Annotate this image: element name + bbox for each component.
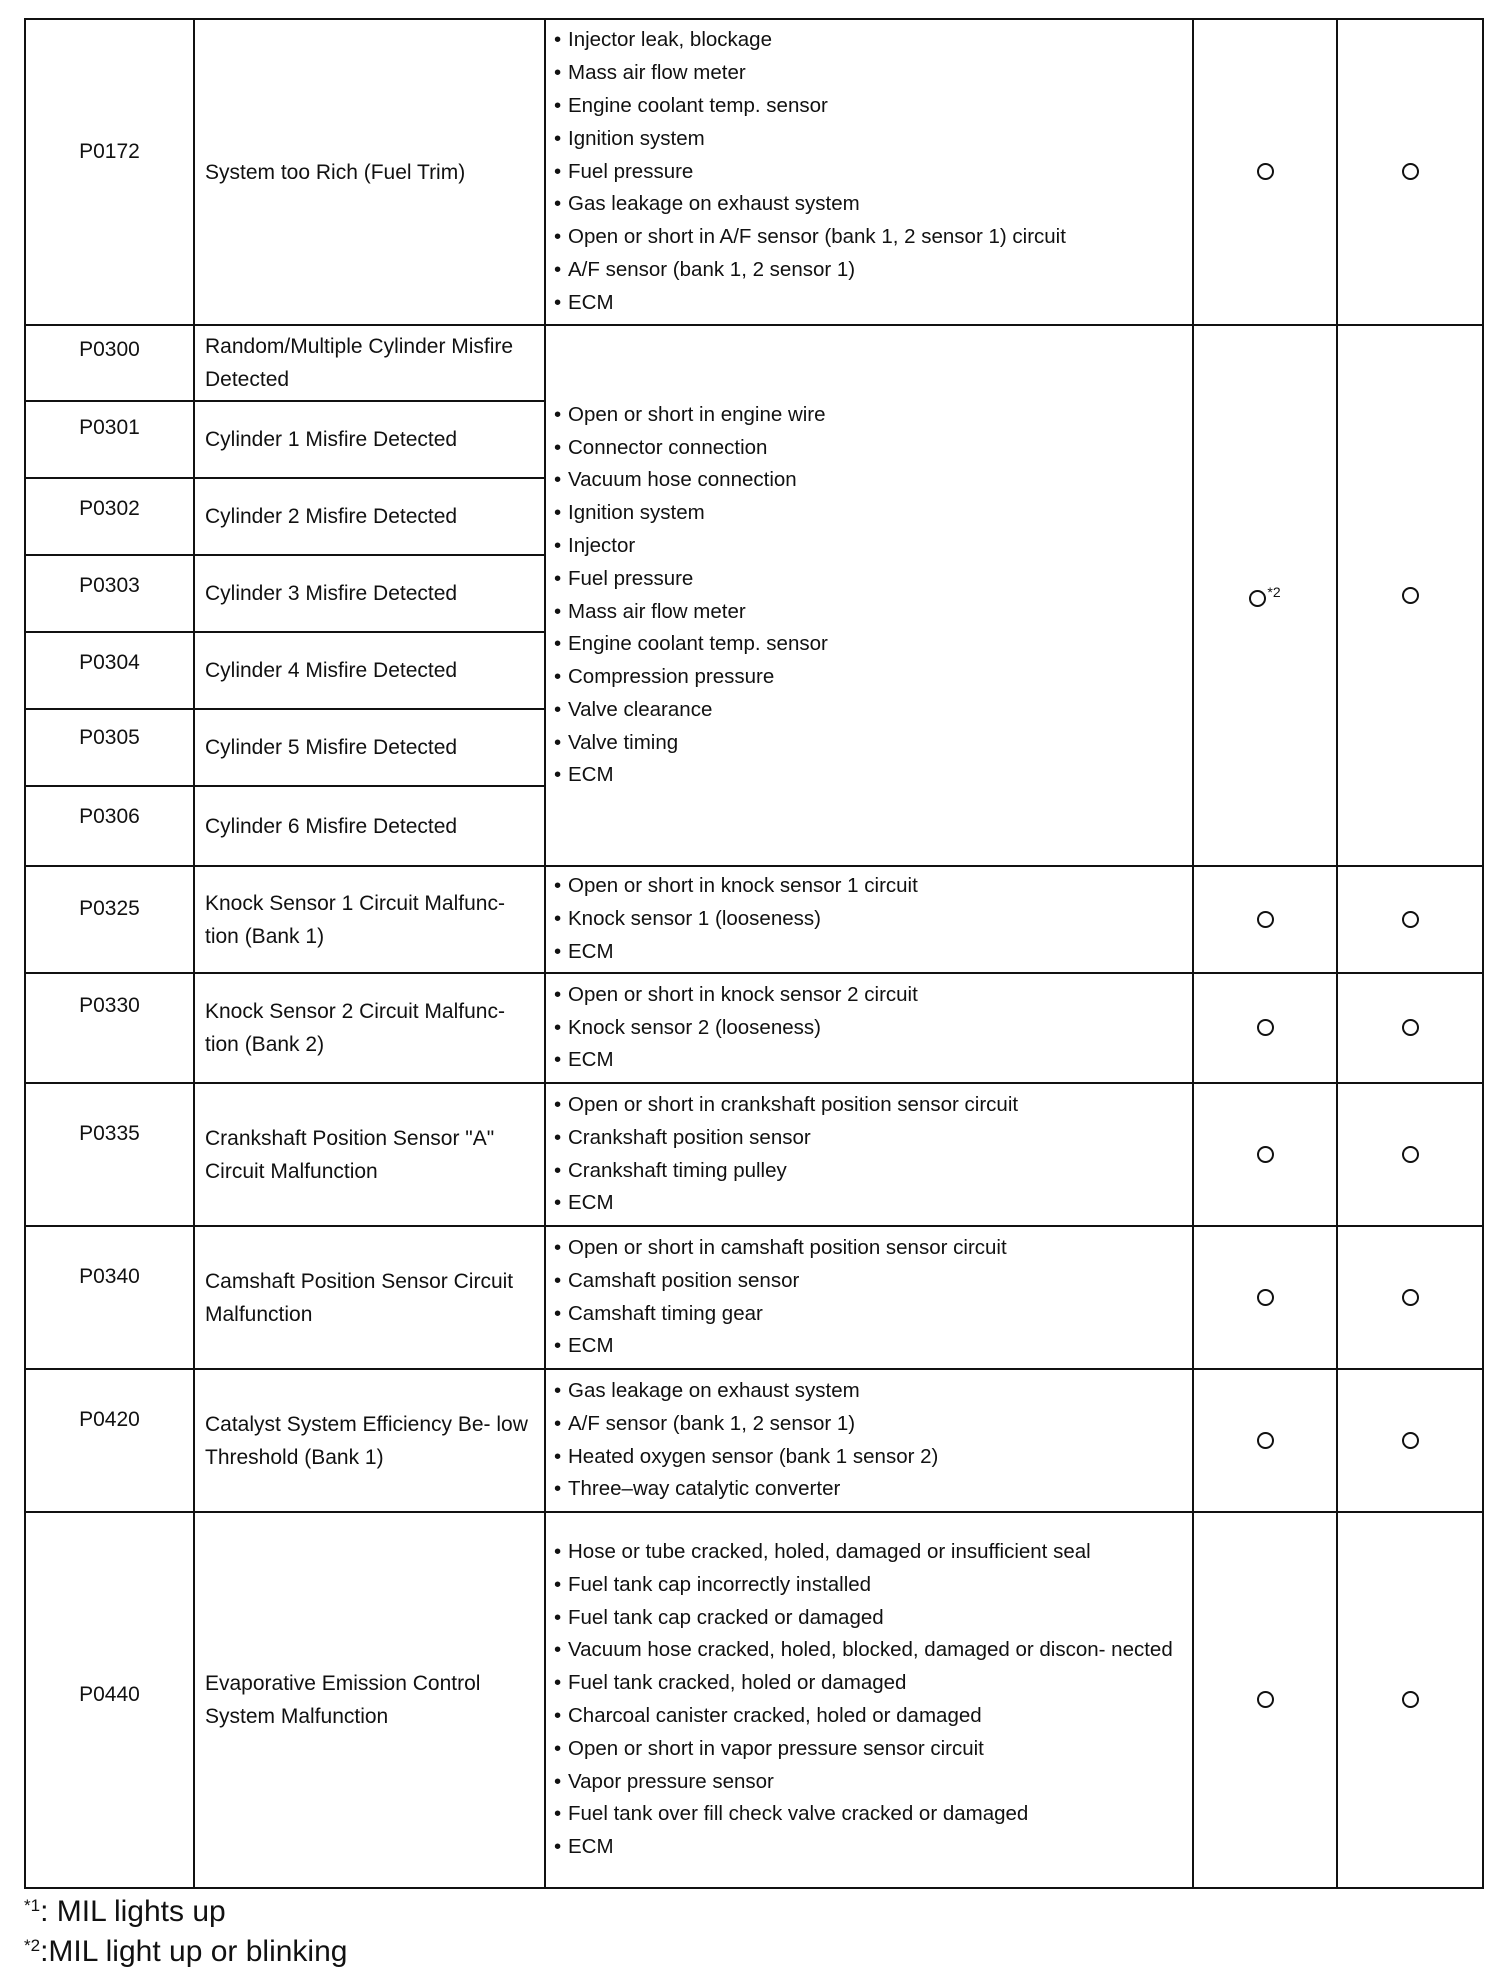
memory-cell	[1337, 1512, 1483, 1888]
dtc-code-cell	[25, 1512, 194, 1888]
dtc-code: P0300	[79, 338, 140, 361]
footnote	[24, 1935, 347, 1969]
trouble-area-item: • Camshaft position sensor	[554, 1265, 1184, 1298]
trouble-area-item: • Hose or tube cracked, holed, damaged or insufficient seal	[554, 1536, 1184, 1569]
trouble-area-list	[554, 1089, 1184, 1220]
table-row	[25, 866, 1483, 973]
dtc-code: P0306	[79, 805, 140, 828]
dtc-code: P0301	[79, 416, 140, 439]
dtc-code-cell	[25, 709, 194, 786]
trouble-area-item: • Fuel tank cap cracked or damaged	[554, 1602, 1184, 1635]
trouble-area-cell	[545, 1226, 1193, 1369]
dtc-code-cell	[25, 866, 194, 973]
dtc-table-body	[25, 19, 1483, 1888]
memory-circle-mark	[1402, 1691, 1419, 1708]
dtc-code-cell	[25, 555, 194, 632]
trouble-area-cell	[545, 1083, 1193, 1226]
detection-item: System too Rich (Fuel Trim)	[194, 19, 545, 325]
footnote	[24, 1895, 226, 1929]
detection-item: Cylinder 2 Misfire Detected	[194, 478, 545, 555]
mil-cell	[1193, 866, 1337, 973]
trouble-area-item: • A/F sensor (bank 1, 2 sensor 1)	[554, 254, 1184, 287]
trouble-area-item: • Heated oxygen sensor (bank 1 sensor 2)	[554, 1441, 1184, 1474]
trouble-area-item: • Fuel pressure	[554, 563, 1184, 596]
dtc-code: P0304	[79, 651, 140, 674]
trouble-area-item: • Ignition system	[554, 497, 1184, 530]
memory-circle-mark	[1402, 1146, 1419, 1163]
trouble-area-item: • Camshaft timing gear	[554, 1298, 1184, 1331]
table-row	[25, 1083, 1483, 1226]
trouble-area-item: • Ignition system	[554, 123, 1184, 156]
trouble-area-item: • Injector leak, blockage	[554, 24, 1184, 57]
mil-cell	[1193, 325, 1337, 866]
trouble-area-item: • ECM	[554, 1831, 1184, 1864]
trouble-area-item: • ECM	[554, 1187, 1184, 1220]
mil-circle-mark	[1257, 1146, 1274, 1163]
dtc-code-cell	[25, 401, 194, 478]
trouble-area-cell	[545, 866, 1193, 973]
trouble-area-cell	[545, 1512, 1193, 1888]
detection-item: Cylinder 5 Misfire Detected	[194, 709, 545, 786]
trouble-area-item: • Open or short in knock sensor 1 circuit	[554, 870, 1184, 903]
trouble-area-item: • Knock sensor 2 (looseness)	[554, 1012, 1184, 1045]
trouble-area-item: • Three–way catalytic converter	[554, 1473, 1184, 1506]
mil-circle-mark	[1257, 1289, 1274, 1306]
memory-cell	[1337, 866, 1483, 973]
dtc-code: P0420	[79, 1408, 140, 1431]
dtc-code: P0340	[79, 1265, 140, 1288]
trouble-area-item: • Compression pressure	[554, 661, 1184, 694]
detection-item: Cylinder 4 Misfire Detected	[194, 632, 545, 709]
trouble-area-item: • Injector	[554, 530, 1184, 563]
detection-item: Cylinder 3 Misfire Detected	[194, 555, 545, 632]
dtc-code-cell	[25, 632, 194, 709]
trouble-area-item: • Open or short in knock sensor 2 circuit	[554, 979, 1184, 1012]
dtc-code: P0335	[79, 1122, 140, 1145]
trouble-area-item: • Gas leakage on exhaust system	[554, 1375, 1184, 1408]
trouble-area-cell	[545, 973, 1193, 1083]
mil-circle-mark	[1257, 911, 1274, 928]
detection-item: Catalyst System Efficiency Be- low Threshold (Bank 1)	[194, 1369, 545, 1512]
trouble-area-item: • Gas leakage on exhaust system	[554, 188, 1184, 221]
trouble-area-item: • Connector connection	[554, 432, 1184, 465]
table-row	[25, 973, 1483, 1083]
trouble-area-item: • ECM	[554, 287, 1184, 320]
trouble-area-item: • A/F sensor (bank 1, 2 sensor 1)	[554, 1408, 1184, 1441]
detection-item: Evaporative Emission Control System Malfunction	[194, 1512, 545, 1888]
trouble-area-list	[554, 979, 1184, 1077]
dtc-code-cell	[25, 1369, 194, 1512]
trouble-area-list	[554, 1536, 1184, 1864]
dtc-code: P0325	[79, 897, 140, 920]
memory-cell	[1337, 1369, 1483, 1512]
mil-circle-mark	[1257, 1691, 1274, 1708]
footnote-mark: *1	[24, 1896, 41, 1915]
trouble-area-list	[554, 1375, 1184, 1506]
detection-item: Crankshaft Position Sensor "A" Circuit Malfunction	[194, 1083, 545, 1226]
trouble-area-item: • Knock sensor 1 (looseness)	[554, 903, 1184, 936]
table-row	[25, 1369, 1483, 1512]
trouble-area-item: • ECM	[554, 1044, 1184, 1077]
trouble-area-item: • Valve clearance	[554, 694, 1184, 727]
mil-cell	[1193, 19, 1337, 325]
trouble-area-item: • ECM	[554, 1330, 1184, 1363]
trouble-area-cell	[545, 19, 1193, 325]
memory-circle-mark	[1402, 163, 1419, 180]
mil-circle-mark	[1249, 590, 1266, 607]
dtc-code-cell	[25, 973, 194, 1083]
dtc-table	[24, 18, 1484, 1889]
trouble-area-cell	[545, 1369, 1193, 1512]
dtc-code: P0440	[79, 1683, 140, 1706]
trouble-area-item: • Vacuum hose cracked, holed, blocked, damaged or discon- nected	[554, 1634, 1184, 1667]
detection-item: Cylinder 6 Misfire Detected	[194, 786, 545, 866]
memory-circle-mark	[1402, 911, 1419, 928]
detection-item: Knock Sensor 1 Circuit Malfunc- tion (Bank 1)	[194, 866, 545, 973]
trouble-area-item: • Crankshaft position sensor	[554, 1122, 1184, 1155]
dtc-code: P0303	[79, 574, 140, 597]
trouble-area-item: • Engine coolant temp. sensor	[554, 628, 1184, 661]
trouble-area-item: • Open or short in engine wire	[554, 399, 1184, 432]
trouble-area-item: • Open or short in vapor pressure sensor circuit	[554, 1733, 1184, 1766]
detection-item: Camshaft Position Sensor Circuit Malfunction	[194, 1226, 545, 1369]
trouble-area-item: • Vacuum hose connection	[554, 464, 1184, 497]
detection-item: Random/Multiple Cylinder Misfire Detected	[194, 325, 545, 401]
dtc-code-cell	[25, 1226, 194, 1369]
trouble-area-item: • Engine coolant temp. sensor	[554, 90, 1184, 123]
mil-footnote-ref: *2	[1267, 583, 1281, 600]
trouble-area-list	[554, 24, 1184, 319]
memory-cell	[1337, 1083, 1483, 1226]
trouble-area-cell	[545, 325, 1193, 866]
memory-cell	[1337, 973, 1483, 1083]
trouble-area-item: • Vapor pressure sensor	[554, 1766, 1184, 1799]
table-row	[25, 19, 1483, 325]
memory-cell	[1337, 1226, 1483, 1369]
dtc-code: P0305	[79, 726, 140, 749]
dtc-code-cell	[25, 325, 194, 401]
trouble-area-item: • Valve timing	[554, 727, 1184, 760]
memory-circle-mark	[1402, 1019, 1419, 1036]
table-row	[25, 1226, 1483, 1369]
dtc-code-cell	[25, 786, 194, 866]
detection-item: Cylinder 1 Misfire Detected	[194, 401, 545, 478]
dtc-code: P0330	[79, 994, 140, 1017]
table-row	[25, 1512, 1483, 1888]
memory-cell	[1337, 325, 1483, 866]
trouble-area-item: • Fuel pressure	[554, 156, 1184, 189]
mil-cell	[1193, 1226, 1337, 1369]
trouble-area-item: • Fuel tank cracked, holed or damaged	[554, 1667, 1184, 1700]
memory-circle-mark	[1402, 587, 1419, 604]
footnote-mark: *2	[24, 1936, 41, 1955]
trouble-area-item: • ECM	[554, 759, 1184, 792]
trouble-area-item: • Fuel tank cap incorrectly installed	[554, 1569, 1184, 1602]
footnote-text: : MIL lights up	[40, 1895, 226, 1928]
trouble-area-item: • Charcoal canister cracked, holed or damaged	[554, 1700, 1184, 1733]
mil-circle-mark	[1257, 163, 1274, 180]
trouble-area-item: • Open or short in crankshaft position sensor circuit	[554, 1089, 1184, 1122]
trouble-area-item: • Crankshaft timing pulley	[554, 1155, 1184, 1188]
mil-cell	[1193, 973, 1337, 1083]
trouble-area-item: • Fuel tank over fill check valve cracked or damaged	[554, 1798, 1184, 1831]
trouble-area-list	[554, 870, 1184, 968]
mil-circle-mark	[1257, 1019, 1274, 1036]
footnote-text: :MIL light up or blinking	[40, 1935, 348, 1968]
trouble-area-list	[554, 399, 1184, 793]
mil-cell	[1193, 1083, 1337, 1226]
trouble-area-item: • Open or short in camshaft position sensor circuit	[554, 1232, 1184, 1265]
trouble-area-item: • ECM	[554, 936, 1184, 969]
trouble-area-item: • Mass air flow meter	[554, 57, 1184, 90]
memory-cell	[1337, 19, 1483, 325]
mil-circle-mark	[1257, 1432, 1274, 1449]
memory-circle-mark	[1402, 1289, 1419, 1306]
trouble-area-list	[554, 1232, 1184, 1363]
table-row	[25, 325, 1483, 401]
dtc-code: P0302	[79, 497, 140, 520]
dtc-code-cell	[25, 478, 194, 555]
detection-item: Knock Sensor 2 Circuit Malfunc- tion (Bank 2)	[194, 973, 545, 1083]
mil-cell	[1193, 1369, 1337, 1512]
memory-circle-mark	[1402, 1432, 1419, 1449]
trouble-area-item: • Mass air flow meter	[554, 596, 1184, 629]
dtc-code: P0172	[79, 140, 140, 163]
dtc-code-cell	[25, 19, 194, 325]
trouble-area-item: • Open or short in A/F sensor (bank 1, 2 sensor 1) circuit	[554, 221, 1184, 254]
dtc-code-cell	[25, 1083, 194, 1226]
mil-cell	[1193, 1512, 1337, 1888]
